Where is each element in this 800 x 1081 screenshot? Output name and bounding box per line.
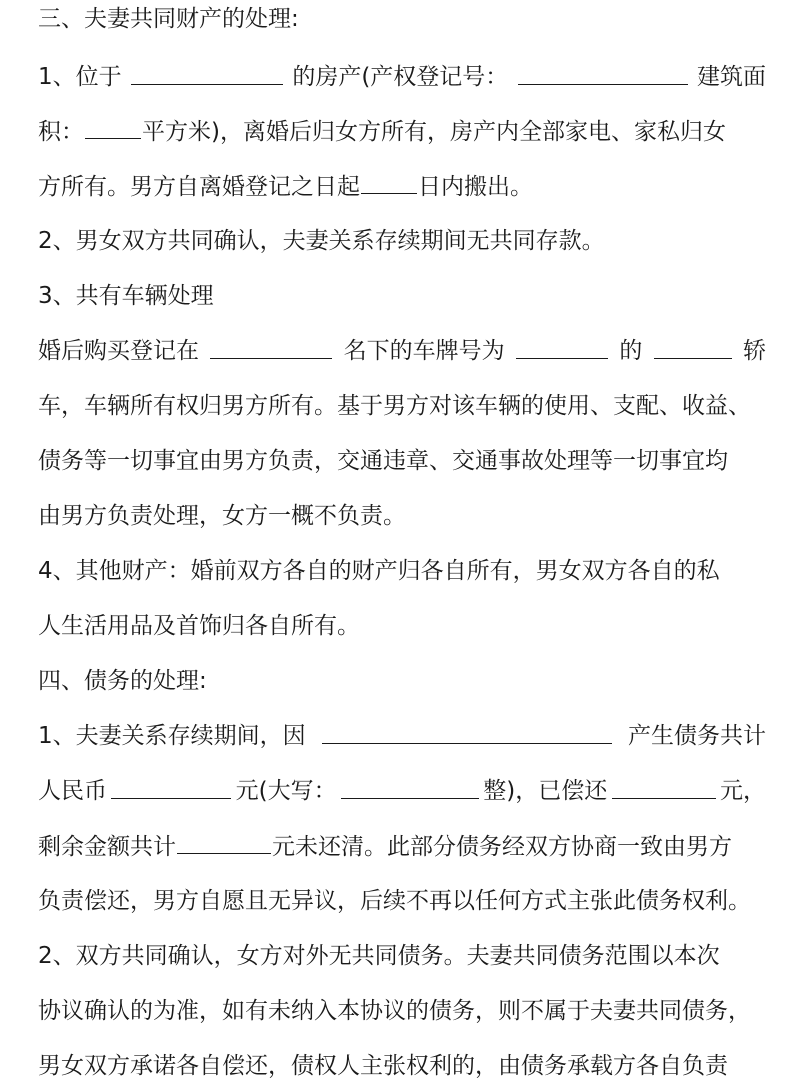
text: 产生债务共计 — [627, 723, 766, 749]
debt-clause-line-2 — [38, 776, 766, 806]
text: 负责偿还，男方自愿且无异议，后续不再以任何方式主张此债务权利。 — [38, 888, 751, 914]
text: 2、男女双方共同确认，夫妻关系存续期间无共同存款。 — [38, 228, 605, 254]
vehicle-clause-line-2 — [38, 391, 766, 421]
text: 剩余金额共计 — [38, 834, 176, 860]
text: 车，车辆所有权归男方所有。基于男方对该车辆的使用、支配、收益、 — [38, 393, 751, 419]
text: 的房产(产权登记号： — [292, 64, 509, 90]
plate-number-blank[interactable] — [516, 336, 608, 359]
joint-debt-line-3 — [38, 1051, 766, 1081]
text: 婚后购买登记在 — [38, 338, 199, 364]
text: 名下的车牌号为 — [343, 338, 505, 364]
repaid-amount-blank[interactable] — [612, 776, 716, 799]
debt-reason-blank[interactable] — [322, 721, 612, 744]
text: 由男方负责处理，女方一概不负责。 — [38, 503, 406, 529]
text: 人生活用品及首饰归各自所有。 — [38, 613, 360, 639]
text: 建筑面 — [697, 64, 766, 90]
text: 4、其他财产：婚前双方各自的财产归各自所有，男女双方各自的私 — [38, 558, 720, 584]
move-out-days-blank[interactable] — [361, 171, 417, 194]
joint-debt-line-1 — [38, 941, 766, 971]
section-3-heading — [38, 4, 766, 34]
text: 2、双方共同确认，女方对外无共同债务。夫妻共同债务范围以本次 — [38, 943, 720, 969]
joint-debt-line-2 — [38, 996, 766, 1026]
debt-amount-blank[interactable] — [111, 776, 231, 799]
remaining-amount-blank[interactable] — [177, 831, 271, 854]
other-property-line-1 — [38, 556, 766, 586]
text: 轿 — [742, 338, 766, 364]
debt-clause-line-3 — [38, 831, 766, 861]
text: 元(大写： — [235, 778, 337, 804]
debt-clause-line-4 — [38, 886, 766, 916]
text: 四、债务的处理: — [38, 668, 207, 694]
text: 方所有。男方自离婚登记之日起 — [38, 174, 360, 200]
deposit-clause — [38, 226, 766, 256]
property-clause-line-3 — [38, 171, 766, 201]
vehicle-model-blank[interactable] — [654, 336, 732, 359]
section-4-heading — [38, 666, 766, 696]
text: 元未还清。此部分债务经双方协商一致由男方 — [272, 834, 732, 860]
text: 3、共有车辆处理 — [38, 283, 214, 309]
text: 1、位于 — [38, 64, 122, 90]
vehicle-clause-line-1 — [38, 336, 766, 366]
vehicle-owner-blank[interactable] — [210, 336, 332, 359]
text: 债务等一切事宜由男方负责，交通违章、交通事故处理等一切事宜均 — [38, 448, 728, 474]
text: 人民币 — [38, 778, 107, 804]
text: 平方米)，离婚后归女方所有，房产内全部家电、家私归女 — [142, 119, 726, 145]
other-property-line-2 — [38, 611, 766, 641]
text: 元， — [719, 778, 766, 804]
property-clause-line-1 — [38, 62, 766, 92]
text: 协议确认的为准，如有未纳入本协议的债务，则不属于夫妻共同债务， — [38, 998, 751, 1024]
text: 积： — [38, 119, 84, 145]
vehicle-heading — [38, 281, 766, 311]
vehicle-clause-line-3 — [38, 446, 766, 476]
property-location-blank[interactable] — [131, 62, 283, 85]
property-registration-blank[interactable] — [518, 62, 688, 85]
text: 的 — [619, 338, 643, 364]
text: 男女双方承诺各自偿还，债权人主张权利的，由债务承载方各自负责 — [38, 1053, 728, 1079]
vehicle-clause-line-4 — [38, 501, 766, 531]
debt-amount-words-blank[interactable] — [341, 776, 479, 799]
text: 日内搬出。 — [418, 174, 533, 200]
text: 1、夫妻关系存续期间，因 — [38, 723, 306, 749]
floor-area-blank[interactable] — [85, 116, 141, 139]
text: 整)，已偿还 — [483, 778, 608, 804]
debt-clause-line-1 — [38, 721, 766, 751]
property-clause-line-2 — [38, 116, 766, 146]
text: 三、夫妻共同财产的处理: — [38, 6, 299, 32]
